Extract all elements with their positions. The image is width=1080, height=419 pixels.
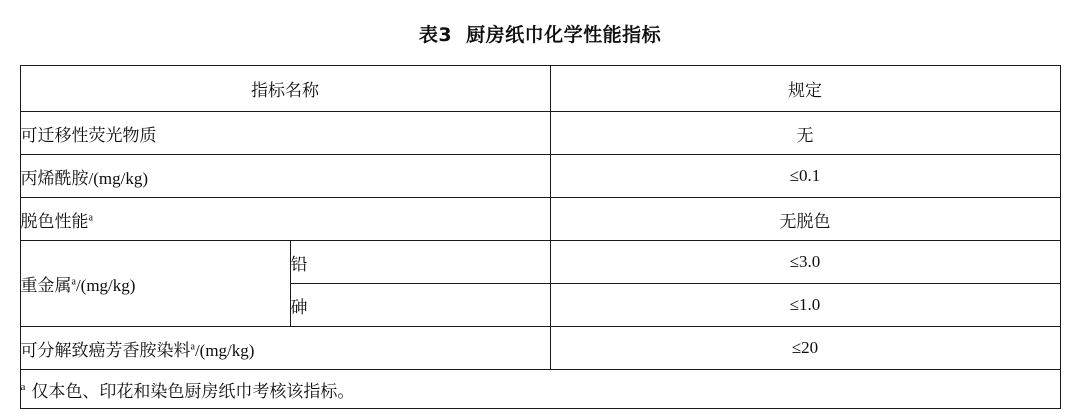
footnote-ref-a: a <box>88 211 93 223</box>
row-name-heavy-metals-text: 重金属 <box>20 276 72 295</box>
footnote-text: 仅本色、印花和染色厨房纸巾考核该指标。 <box>31 381 355 401</box>
table-caption-label: 表3 <box>418 24 453 46</box>
row-name-aromatic-amines <box>20 327 550 370</box>
chemical-performance-table <box>20 65 1061 409</box>
row-name-aromatic-amines-unit: /(mg/kg) <box>194 340 255 360</box>
row-name-fluorescent: 可迁移性荧光物质 <box>20 112 550 155</box>
row-name-heavy-metals <box>20 241 290 327</box>
table-row <box>20 198 1060 241</box>
table-footnote <box>20 370 1060 409</box>
row-value-lead: ≤3.0 <box>550 241 1060 284</box>
row-value-decoloration: 无脱色 <box>550 198 1060 241</box>
row-value-fluorescent: 无 <box>550 112 1060 155</box>
row-name-decoloration-text: 脱色性能 <box>20 211 89 231</box>
row-subname-lead: 铅 <box>290 241 550 284</box>
table-row <box>20 241 1060 284</box>
table-row <box>20 112 1060 155</box>
table-header-row <box>20 66 1060 112</box>
table-caption <box>0 0 1080 65</box>
row-value-acrylamide: ≤0.1 <box>550 155 1060 198</box>
table-footnote-row <box>20 370 1060 409</box>
header-indicator-name: 指标名称 <box>20 66 550 112</box>
header-specification: 规定 <box>550 66 1060 112</box>
table-row <box>20 155 1060 198</box>
row-value-aromatic-amines: ≤20 <box>550 327 1060 370</box>
table-row <box>20 327 1060 370</box>
row-name-decoloration <box>20 198 550 241</box>
row-value-arsenic: ≤1.0 <box>550 284 1060 327</box>
row-subname-arsenic: 砷 <box>290 284 550 327</box>
footnote-mark: a <box>20 380 26 393</box>
footnote-ref-a: a <box>71 276 76 288</box>
table-caption-title: 厨房纸巾化学性能指标 <box>466 24 662 46</box>
row-name-acrylamide: 丙烯酰胺/(mg/kg) <box>20 155 550 198</box>
row-name-heavy-metals-unit: /(mg/kg) <box>75 276 136 295</box>
footnote-ref-a: a <box>190 340 195 352</box>
row-name-aromatic-amines-text: 可分解致癌芳香胺染料 <box>20 340 191 360</box>
